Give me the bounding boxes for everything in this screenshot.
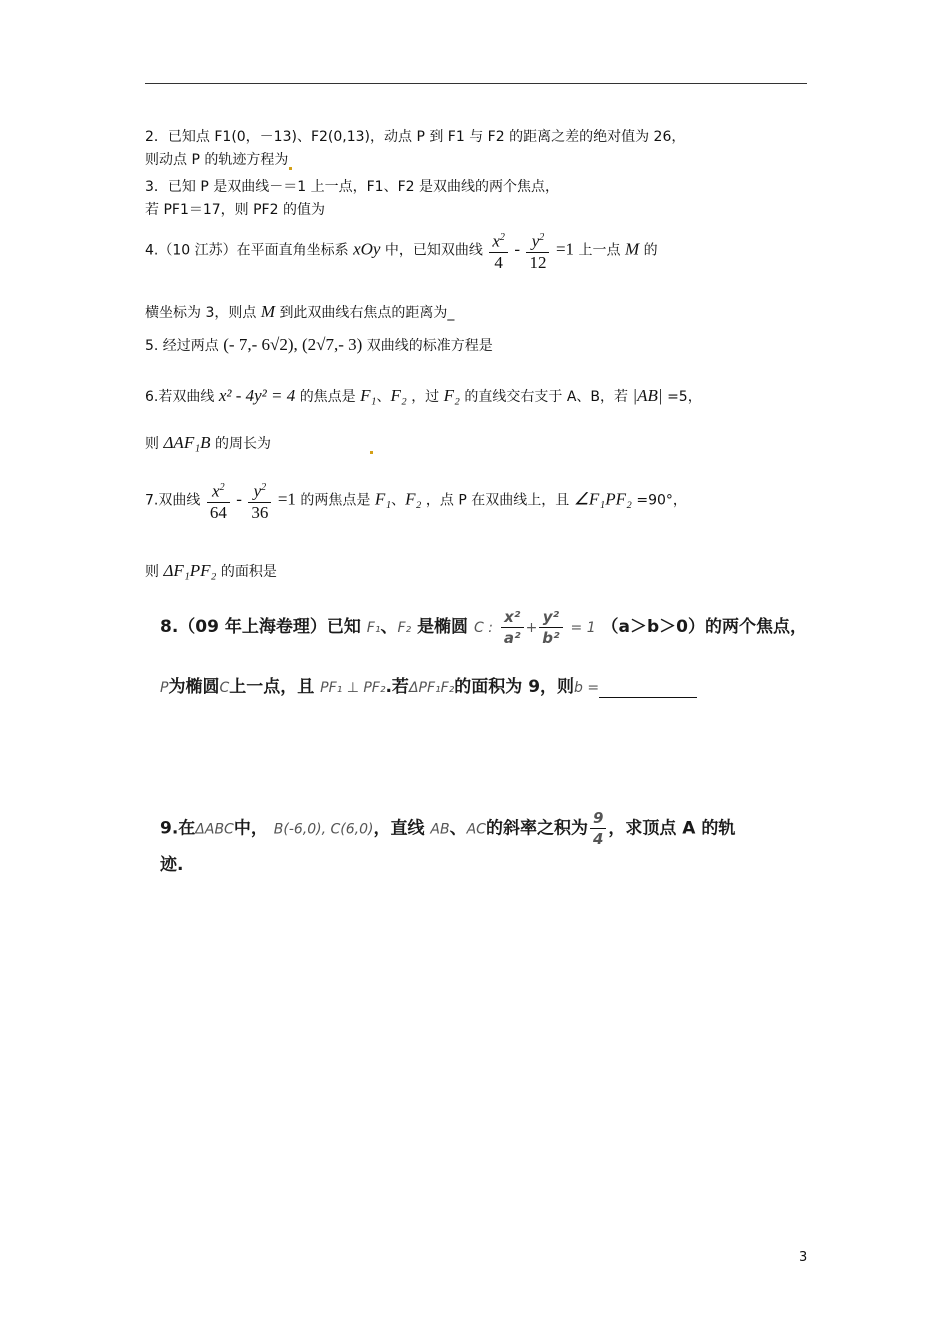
q4-line2-b: 到此双曲线右焦点的距离为_ [279,305,455,321]
q8-frac1 [501,607,524,648]
q2-line1: 2．已知点 F1(0，－13)、F2(0,13)，动点 P 到 F1 与 F2 的距离之差的绝对值为 26， [145,129,686,145]
q6-t3: 的直线交右支于 A、B，若 [464,389,629,405]
q4-de: 的 [643,242,658,259]
q9-c: ，直线 [373,818,425,839]
q9-frac-num: 9 [590,808,606,829]
q6-line1 [145,386,702,407]
q6-line2 [145,433,373,454]
q5-prefix: 5. 经过两点 [145,338,219,354]
q9-line1 [160,808,735,850]
q9-a: 9.在 [160,818,196,839]
q8-a: 8.（09 年上海卷理）已知 [160,617,361,637]
q7-angle: ∠F₁PF₂ [573,489,632,509]
q6-F2: F₂ [390,386,407,405]
q7-frac1: $\frac{x^2}{64}$ [207,478,230,523]
q2-line2-text: 则动点 P 的轨迹方程为 [145,152,289,168]
q4-frac2-num: y [531,231,540,251]
q7-eq: =1 [277,489,296,509]
q8-frac2-den: b² [542,628,560,647]
q8-b: 是椭圆 [417,617,469,637]
q8-frac1-num: x² [501,607,524,628]
q7-F2: F₂ [405,489,422,509]
q8-line2-c: .若 [385,677,409,697]
q6-prefix: 6.若双曲线 [145,389,215,405]
q9-frac [590,808,606,849]
q4-line2 [145,302,454,323]
q8-C: C : [473,620,493,636]
q4-line1: 4.（10 江苏）在平面直角坐标系 xOy 中，已知双曲线 $\frac{x^2}{4}$ - $\frac{y^2}{12}$ =1 上一点 M 的 [145,228,658,273]
q8-line2-d: 的面积为 9，则 [454,677,575,697]
q9-sep: 、 [449,818,467,839]
q8-perp: PF₁ ⊥ PF₂ [320,680,386,696]
q4-frac1: $\frac{x^2}{4}$ [489,228,508,273]
q4-line2-a: 横坐标为 3，则点 [145,305,257,321]
q7-sep: 、 [391,492,406,509]
q9-frac-den: 4 [592,830,604,848]
q8-cond: （a＞b＞0）的两个焦点， [601,617,808,637]
q2-line2 [145,150,292,170]
q7-t3: =90°， [636,492,687,509]
q4-eq: =1 [555,239,575,259]
header-rule [145,83,807,84]
q9-e: ，求顶点 A 的轨 [608,818,736,839]
q7-prefix: 7.双曲线 [145,492,201,509]
q4-after: 上一点 [578,242,621,259]
q7-line2-b: 的面积是 [220,564,277,580]
q4-prefix: 4.（10 江苏）在平面直角坐标系 [145,242,349,259]
q7-line2 [145,561,277,582]
answer-blank [599,681,697,698]
q7-t1: 的两焦点是 [300,492,371,509]
q6-t4: =5， [667,389,702,405]
q9-tri: ΔABC [195,821,234,838]
q4-mid: 中，已知双曲线 [384,242,483,259]
q8-frac1-den: a² [503,628,521,647]
q6-F1: F₁ [360,386,377,405]
q7-frac2-num: y [253,481,262,501]
q4-frac2: $\frac{y^2}{12}$ [526,228,549,273]
q8-frac2 [539,607,562,648]
q9-pts: B(-6,0), C(6,0) [273,821,374,838]
q8-plus: + [525,620,538,636]
q4-frac2-den: 12 [529,252,547,272]
q8-bvar: b = [574,680,600,696]
q8-F2: F₂ [397,620,412,636]
q6-ab: |AB| [632,386,663,405]
q8-tri: ΔPF₁F₂ [408,680,455,696]
q7-line1: 7.双曲线 $\frac{x^2}{64}$ - $\frac{y^2}{36}$ =1 的两焦点是 F₁、F₂ ，点 P 在双曲线上，且 ∠F₁PF₂ =90°， [145,478,687,523]
q8-line1 [160,605,807,650]
q4-frac1-num: x [492,231,500,251]
q7-t2: ，点 P 在双曲线上，且 [425,492,570,509]
q7-frac2: $\frac{y^2}{36}$ [248,478,271,523]
q5-points: (- 7,- 6√2), (2√7,- 3) [223,335,363,354]
q8-line2-b: 上一点，且 [229,677,315,697]
q8-C2: C [219,680,230,696]
q8-line2-a: 为椭圆 [168,677,220,697]
q7-frac1-num: x [212,481,220,501]
q7-F1: F₁ [374,489,392,509]
q6-line2-b: 的周长为 [214,436,271,452]
q6-line2-a: 则 [145,436,159,452]
q9-ab: AB [430,821,450,838]
q7-line2-a: 则 [145,564,159,580]
q9-d: 的斜率之积为 [485,818,588,839]
page-number: 3 [799,1250,808,1265]
q8-sep: 、 [380,617,398,637]
q6-F2b: F₂ [443,386,460,405]
q3-line1: 3．已知 P 是双曲线－＝1 上一点，F1、F2 是双曲线的两个焦点， [145,179,559,195]
q8-P: P [160,680,169,696]
marker-dot [289,167,292,170]
q8-line2 [160,677,697,698]
q8-eq1: = 1 [570,620,596,636]
q4-frac1-den: 4 [494,252,503,272]
q4-M: M [624,239,640,259]
q9-b: 中， [233,818,268,839]
q4-M2: M [260,302,275,321]
q8-F1: F₁ [366,620,381,636]
q9-line2: 迹. [160,855,184,875]
q5-line [145,335,493,356]
q7-frac2-den: 36 [251,502,269,522]
q6-t2: ，过 [411,389,440,405]
q7-frac1-den: 64 [209,502,227,522]
q5-suffix: 双曲线的标准方程是 [366,338,493,354]
q3-line2: 若 PF1＝17，则 PF2 的值为 [145,202,325,218]
q4-xoy: xOy [353,239,381,259]
q9-ac: AC [466,821,486,838]
q6-equation: x² - 4y² = 4 [218,386,296,405]
q6-tri: ΔAF₁B [163,433,211,452]
marker-dot [370,451,373,454]
q8-frac2-num: y² [539,607,562,628]
q6-t1: 的焦点是 [299,389,356,405]
q6-sep: 、 [376,389,391,405]
q7-tri: ΔF₁PF₂ [163,561,217,580]
